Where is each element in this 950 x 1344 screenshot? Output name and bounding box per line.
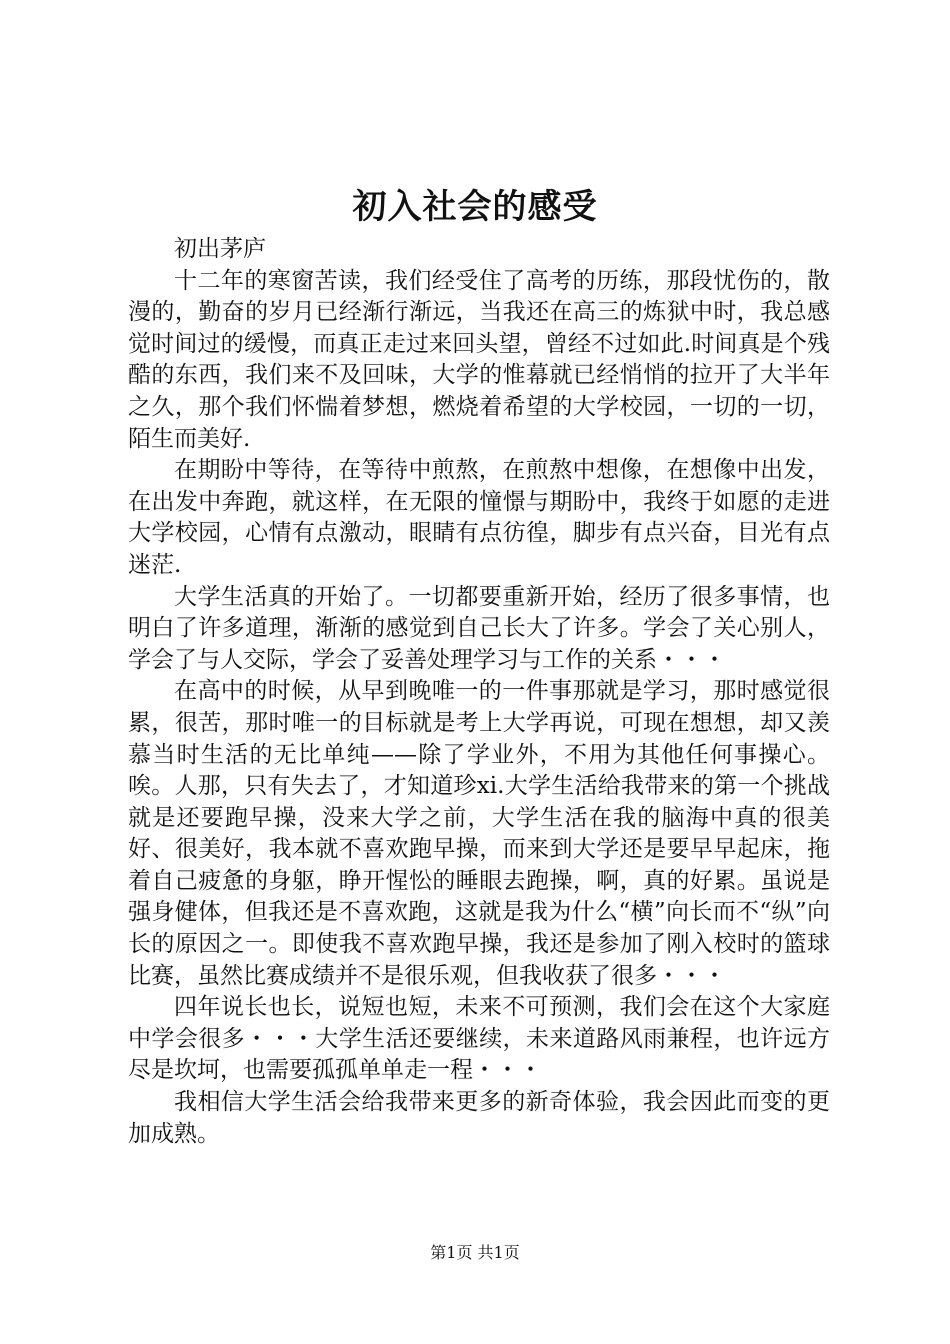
page-number-footer: 第1页 共1页 [430, 1243, 520, 1262]
body-paragraph: 十二年的寒窗苦读，我们经受住了高考的历练，那段忧伤的，散漫的，勤奋的岁月已经渐行渐远，当我还在高三的炼狱中时，我总感觉时间过的缓慢，而真正走过来回头望，曾经不过如此.时间真是个残酷的东西，我们来不及回味，大学的惟幕就已经悄悄的拉开了大半年之久，那个我们怀惴着梦想，燃烧着希望的大学校园，一切的一切，陌生而美好. [128, 267, 830, 452]
body-paragraph: 四年说长也长，说短也短，未来不可预测，我们会在这个大家庭中学会很多・・・大学生活还要继续，未来道路风雨兼程，也许远方尽是坎坷，也需要孤孤单单走一程・・・ [128, 994, 830, 1084]
body-paragraph: 大学生活真的开始了。一切都要重新开始，经历了很多事情，也明白了许多道理，渐渐的感觉到自己长大了许多。学会了关心别人，学会了与人交际，学会了妥善处理学习与工作的关系・・・ [128, 583, 830, 673]
body-paragraph: 在期盼中等待，在等待中煎熬，在煎熬中想像，在想像中出发，在出发中奔跑，就这样，在无限的憧憬与期盼中，我终于如愿的走进大学校园，心情有点激动，眼睛有点彷徨，脚步有点兴奋，目光有点迷茫. [128, 457, 830, 578]
body-paragraph: 在高中的时候，从早到晚唯一的一件事那就是学习，那时感觉很累，很苦，那时唯一的目标就是考上大学再说，可现在想想，却又羡慕当时生活的无比单纯——除了学业外，不用为其他任何事操心。唉。人那，只有失去了，才知道珍xi.大学生活给我带来的第一个挑战就是还要跑早操，没来大学之前，大学生活在我的脑海中真的很美好、很美好，我本就不喜欢跑早操，而来到大学还是要早早起床，拖着自己疲惫的身躯，睁开惺忪的睡眼去跑操，啊，真的好累。虽说是强身健体，但我还是不喜欢跑，这就是我为什么“横”向长而不“纵”向长的原因之一。即使我不喜欢跑早操，我还是参加了刚入校时的篮球比赛，虽然比赛成绩并不是很乐观，但我收获了很多・・・ [128, 678, 830, 989]
document-title: 初入社会的感受 [352, 187, 598, 227]
section-heading: 初出茅庐 [174, 236, 266, 262]
body-paragraph: 我相信大学生活会给我带来更多的新奇体验，我会因此而变的更加成熟。 [128, 1089, 830, 1147]
document-body [128, 234, 830, 1150]
